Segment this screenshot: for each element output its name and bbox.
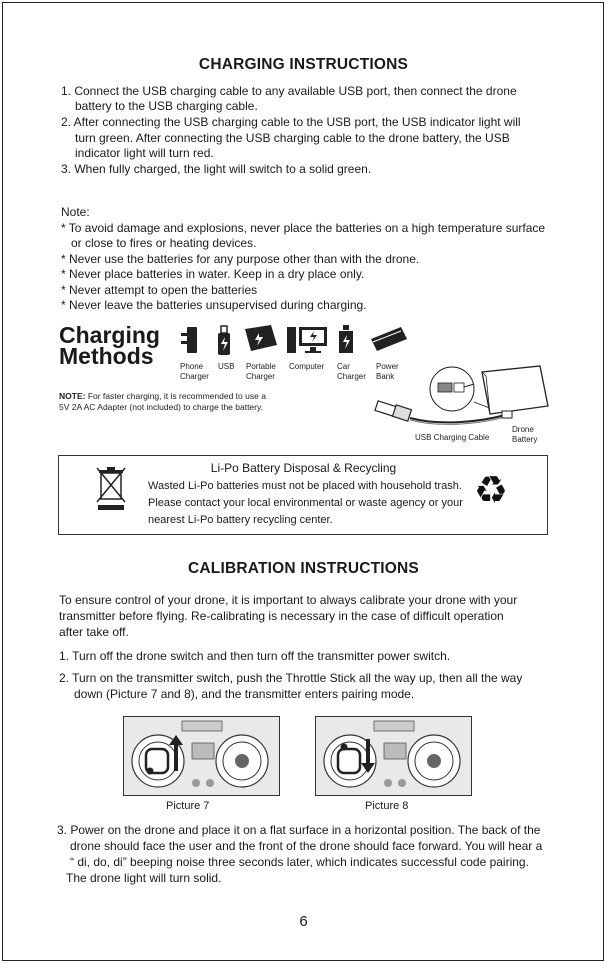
picture-8 (315, 716, 472, 796)
note-title: Note: (61, 205, 90, 219)
calibration-step-3-cont: drone should face the user and the front of the drone should face forward. You will hear a (70, 839, 543, 853)
charging-step-1-cont: battery to the USB charging cable. (75, 99, 258, 113)
note-item-1-cont: or close to fires or heating devices. (71, 236, 257, 250)
drone-battery-icon (482, 366, 548, 418)
note-item-2: * Never use the batteries for any purpose other than with the drone. (61, 252, 420, 266)
calibration-intro-2: transmitter before flying. Re-calibrating is necessary in the case of difficult operation (59, 609, 504, 623)
transmitter-stick-up-illustration (124, 717, 280, 796)
recycling-line-1: Wasted Li-Po batteries must not be placed with household trash. (148, 480, 462, 492)
label-phone-charger (180, 362, 209, 382)
drone-label-1: Drone (512, 425, 534, 434)
label-portable-charger (246, 362, 276, 382)
computer-icon (287, 327, 327, 353)
label-portable-charger-2: Charger (246, 372, 275, 381)
calibration-intro-1: To ensure control of your drone, it is important to always calibrate your drone with your (59, 593, 518, 607)
methods-note-line1: For faster charging, it is recommended to use a (85, 391, 266, 401)
label-phone: Phone (180, 362, 204, 371)
calibration-title: CALIBRATION INSTRUCTIONS (188, 560, 419, 577)
methods-title-line2: Methods (59, 343, 154, 369)
page-number: 6 (299, 913, 308, 930)
calibration-step-3-cont3: The drone light will turn solid. (66, 871, 222, 885)
car-charger-icon (339, 325, 353, 353)
label-car-charger-2: Charger (337, 372, 366, 381)
calibration-step-1: 1. Turn off the drone switch and then turn off the transmitter power switch. (59, 649, 451, 663)
charging-step-3: 3. When fully charged, the light will switch to a solid green. (61, 162, 372, 176)
transmitter-stick-down-illustration (316, 717, 472, 796)
charging-method-icons (175, 323, 415, 359)
usb-icon (218, 326, 230, 355)
label-phone-charger-2: Charger (180, 372, 209, 381)
note-item-5: * Never leave the batteries unsupervised during charging. (61, 298, 367, 312)
label-computer: Computer (289, 362, 325, 371)
charging-step-2-cont2: indicator light will turn red. (75, 146, 214, 160)
recycling-title: Li-Po Battery Disposal & Recycling (210, 461, 397, 475)
picture-7-caption: Picture 7 (166, 800, 210, 812)
methods-note-label: NOTE: (59, 391, 86, 401)
note-item-3: * Never place batteries in water. Keep in a dry place only. (61, 267, 365, 281)
calibration-step-3-cont2: “ di, do, di” beeping noise three seconds later, which indicates successful code pairing. (70, 855, 529, 869)
charging-step-2-cont: turn green. After connecting the USB charging cable to the drone battery, the USB (75, 131, 510, 145)
calibration-step-3: 3. Power on the drone and place it on a flat surface in a horizontal position. The back of the (57, 823, 541, 837)
drone-battery-label (512, 425, 537, 445)
calibration-step-2-cont: down (Picture 7 and 8), and the transmitter enters pairing mode. (74, 687, 415, 701)
methods-note (59, 391, 266, 413)
picture-8-caption: Picture 8 (365, 800, 409, 812)
recycle-icon: ♻ (474, 468, 509, 512)
note-item-1: * To avoid damage and explosions, never place the batteries on a high temperature surface (61, 221, 546, 235)
usb-plug-icon (375, 401, 411, 421)
charging-title: CHARGING INSTRUCTIONS (198, 56, 409, 73)
power-bank-icon (371, 327, 407, 351)
recycling-line-2: Please contact your local environmental or waste agency or your (148, 497, 463, 509)
methods-note-line2: 5V 2A AC Adapter (not included) to charge the battery. (59, 402, 263, 412)
recycling-line-3: nearest Li-Po battery recycling center. (148, 514, 333, 526)
calibration-step-2: 2. Turn on the transmitter switch, push the Throttle Stick all the way up, then all the way (59, 671, 523, 685)
label-usb: USB (218, 362, 235, 371)
calibration-intro-3: after take off. (59, 625, 129, 639)
usb-cable-label: USB Charging Cable (415, 433, 490, 442)
label-car: Car (337, 362, 350, 371)
picture-7 (123, 716, 280, 796)
methods-title-line1: Charging (59, 322, 160, 348)
charging-step-2: 2. After connecting the USB charging cable to the USB port, the USB indicator light will (61, 115, 521, 129)
charging-step-1: 1. Connect the USB charging cable to any available USB port, then connect the drone (61, 84, 517, 98)
charging-methods-title (59, 322, 160, 369)
portable-charger-icon (245, 325, 277, 351)
label-power: Power (376, 362, 399, 371)
phone-charger-icon (181, 327, 197, 353)
label-car-charger (337, 362, 366, 382)
label-power-bank-2: Bank (376, 372, 395, 381)
label-portable: Portable (246, 362, 276, 371)
drone-label-2: Battery (512, 435, 538, 444)
note-item-4: * Never attempt to open the batteries (61, 283, 258, 297)
